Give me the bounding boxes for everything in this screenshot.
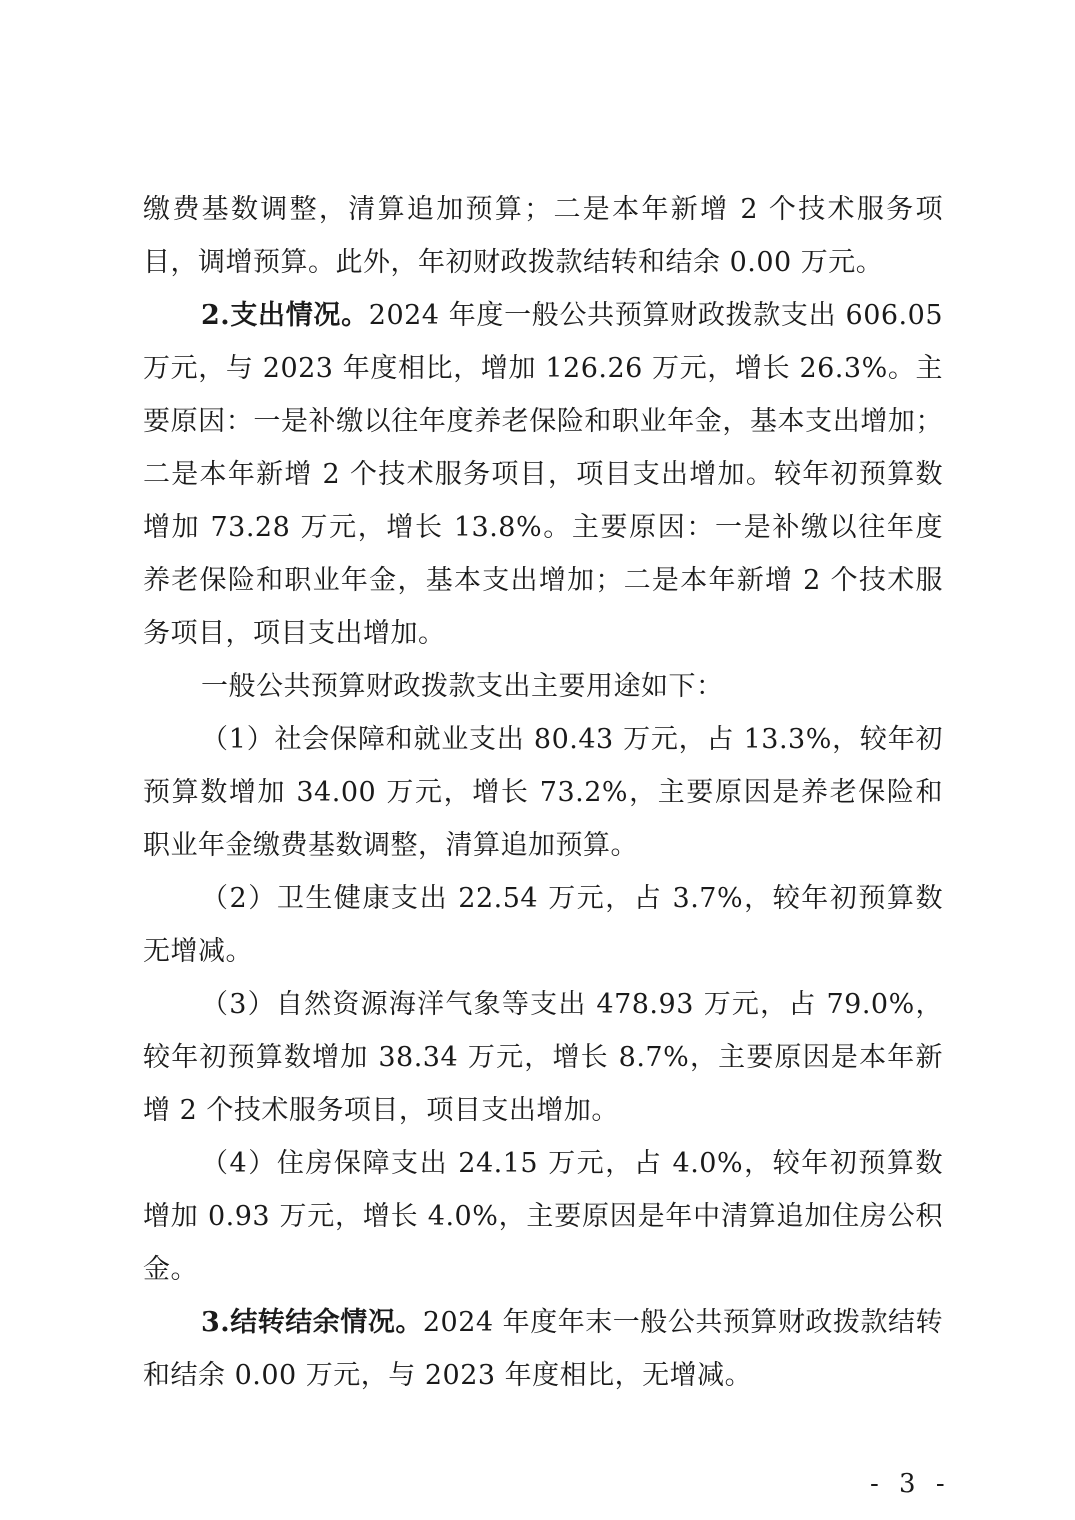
paragraph-item-3 (143, 978, 943, 1137)
paragraph-continuation (143, 183, 943, 289)
paragraph-carryover (143, 1296, 943, 1402)
paragraph-expenditure (143, 289, 943, 660)
paragraph-text: 2024 年度年末一般公共预算财政拨款结转和结余 0.00 万元，与 2023 年度相比，无增减。 (143, 1307, 943, 1391)
paragraph-item-4 (143, 1137, 943, 1296)
paragraph-text: 一般公共预算财政拨款支出主要用途如下： (201, 671, 724, 702)
paragraph-usage-intro (143, 660, 943, 713)
paragraph-text: （1）社会保障和就业支出 80.43 万元，占 13.3%，较年初预算数增加 34.00 万元，增长 73.2%，主要原因是养老保险和职业年金缴费基数调整，清算追加预算。 (143, 724, 943, 861)
paragraph-item-1 (143, 713, 943, 872)
paragraph-text: 缴费基数调整，清算追加预算；二是本年新增 2 个技术服务项目，调增预算。此外，年初财政拨款结转和结余 0.00 万元。 (143, 194, 943, 278)
paragraph-text: 2024 年度一般公共预算财政拨款支出 606.05 万元，与 2023 年度相比，增加 126.26 万元，增长 26.3%。主要原因：一是补缴以往年度养老保险和职业年金，基本支出增加；二是本年新增 2 个技术服务项目，项目支出增加。较年初预算数增加 73.28 万元，增长 13.8%。主要原因：一是补缴以往年度养老保险和职业年金，基本支出增加；二是本年新增 2 个技术服务项目，项目支出增加。 (143, 300, 943, 649)
paragraph-text: （4）住房保障支出 24.15 万元，占 4.0%，较年初预算数增加 0.93 万元，增长 4.0%，主要原因是年中清算追加住房公积金。 (143, 1148, 943, 1285)
document-body (143, 183, 943, 1402)
section-heading-expenditure: 2.支出情况。 (201, 300, 369, 331)
page-number: - 3 - (870, 1469, 951, 1499)
section-heading-carryover: 3.结转结余情况。 (201, 1307, 423, 1338)
paragraph-text: （3）自然资源海洋气象等支出 478.93 万元，占 79.0%，较年初预算数增加 38.34 万元，增长 8.7%，主要原因是本年新增 2 个技术服务项目，项目支出增加。 (143, 989, 943, 1126)
paragraph-text: （2）卫生健康支出 22.54 万元，占 3.7%，较年初预算数无增减。 (143, 883, 943, 967)
paragraph-item-2 (143, 872, 943, 978)
